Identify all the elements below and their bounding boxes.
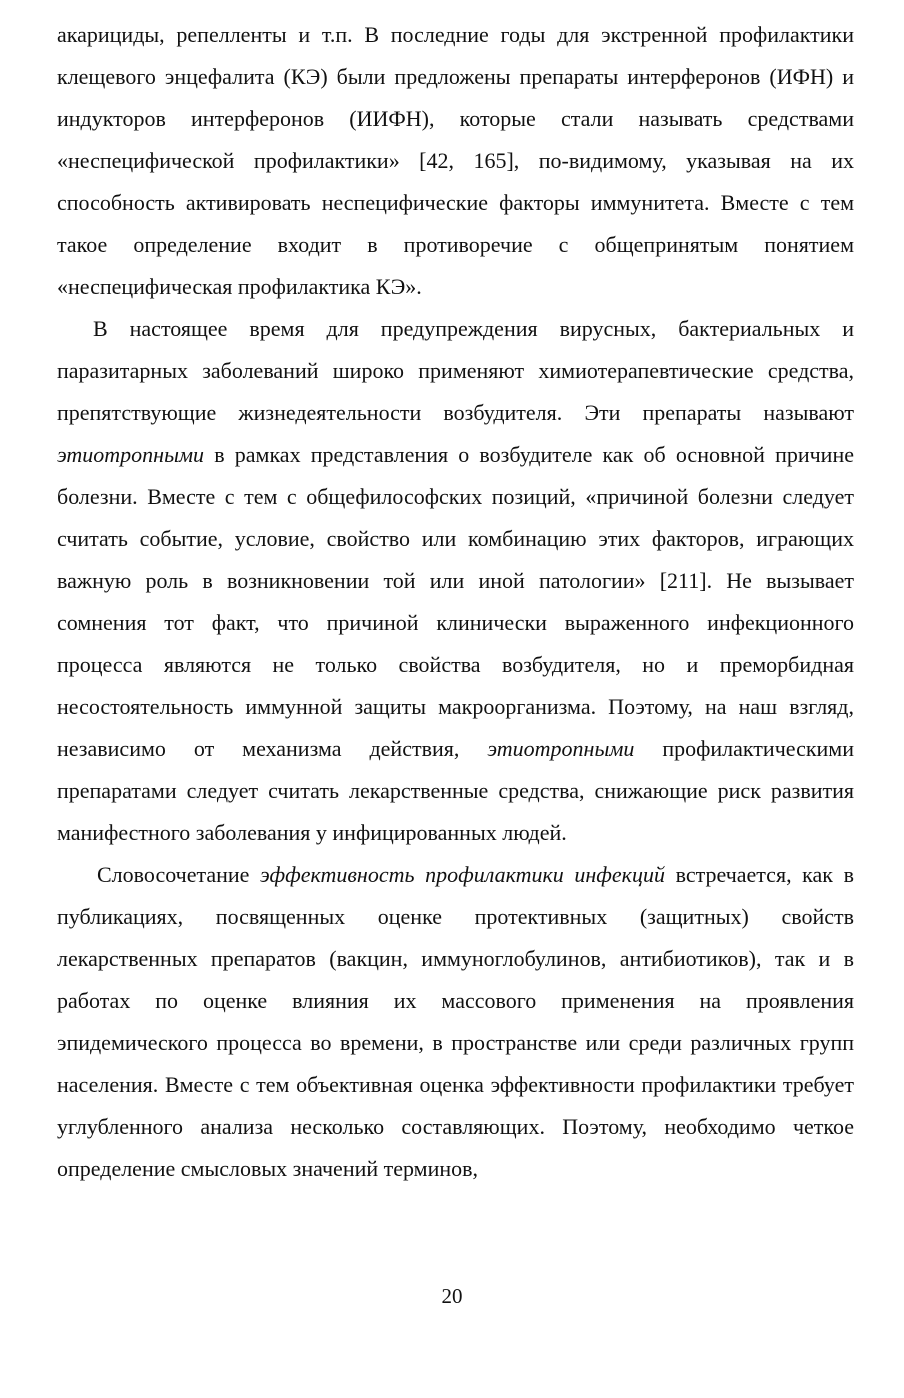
paragraph-3 xyxy=(57,854,854,1190)
paragraph-text: В настоящее время для предупреждения вирусных, бактериальных и паразитарных заболеваний широко применяют химиотерапевтические средства, препятствующие жизнедеятельности возбудителя. Эти препараты называют xyxy=(57,316,854,425)
paragraph-text: встречается, как в публикациях, посвященных оценке протективных (защитных) свойств лекарственных препаратов (вакцин, иммуноглобулинов, антибиотиков), так и в работах по оценке влияния их массового применения на проявления эпидемического процесса во времени, в пространстве или среди различных групп населения. Вместе с тем объективная оценка эффективности профилактики требует углубленного анализа несколько составляющих. Поэтому, необходимо четкое определение смысловых значений терминов, xyxy=(57,862,854,1181)
paragraph-text: профилактическими препаратами следует считать лекарственные средства, снижающие риск развития манифестного заболевания у инфицированных людей. xyxy=(57,736,854,845)
page-number: 20 xyxy=(441,1284,463,1308)
emphasized-term: этиотропными xyxy=(57,442,205,467)
paragraph-text: Словосочетание xyxy=(97,862,261,887)
paragraph-text: в рамках представления о возбудителе как об основной причине болезни. Вместе с тем с общефилософских позиций, «причиной болезни следует считать событие, условие, свойство или комбинацию этих факторов, играющих важную роль в возникновении той или иной патологии» [211]. Не вызывает сомнения тот факт, что причиной клинически выраженного инфекционного процесса являются не только свойства возбудителя, но и преморбидная несостоятельность иммунной защиты макроорганизма. Поэтому, на наш взгляд, независимо от механизма действия, xyxy=(57,442,854,761)
emphasized-term: эффективность профилактики инфекций xyxy=(260,862,665,887)
paragraph-text: акарициды, репелленты и т.п. В последние годы для экстренной профилактики клещевого энцефалита (КЭ) были предложены препараты интерферонов (ИФН) и индукторов интерферонов (ИИФН), которые стали называть средствами «неспецифической профилактики» [42, 165], по-видимому, указывая на их способность активировать неспецифические факторы иммунитета. Вместе с тем такое определение входит в противоречие с общепринятым понятием «неспецифическая профилактика КЭ». xyxy=(57,22,854,299)
emphasized-term: этиотропными xyxy=(487,736,635,761)
paragraph-1 xyxy=(57,14,854,308)
paragraph-2 xyxy=(57,308,854,854)
body-text xyxy=(57,14,854,1190)
